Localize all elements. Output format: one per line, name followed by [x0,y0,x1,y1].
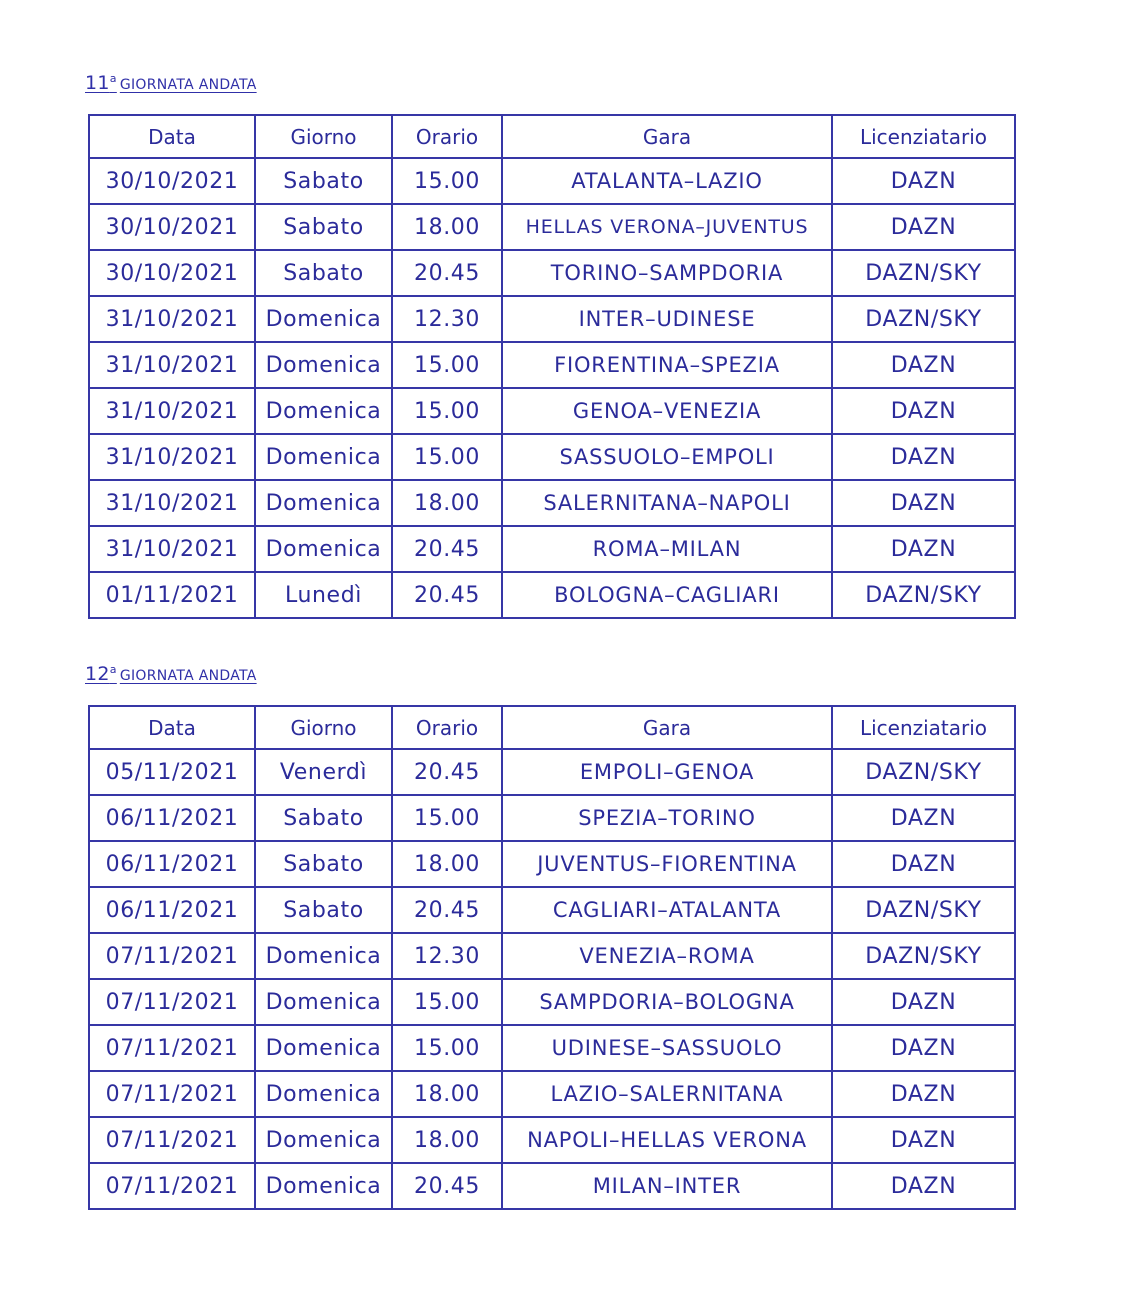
cell-time: 15.00 [392,979,502,1025]
cell-date: 30/10/2021 [89,204,255,250]
cell-date: 07/11/2021 [89,933,255,979]
cell-time: 15.00 [392,795,502,841]
table-row [89,158,1015,204]
cell-match: EMPOLI–GENOA [502,749,832,795]
cell-match: SAMPDORIA–BOLOGNA [502,979,832,1025]
cell-day: Domenica [255,1025,392,1071]
cell-date: 31/10/2021 [89,342,255,388]
cell-time: 20.45 [392,250,502,296]
cell-broadcaster: DAZN [832,979,1015,1025]
table-row [89,342,1015,388]
header-date: Data [89,706,255,749]
section-title-text: GIORNATA ANDATA [119,668,257,684]
cell-match: HELLAS VERONA–JUVENTUS [502,204,832,250]
cell-time: 15.00 [392,1025,502,1071]
cell-date: 07/11/2021 [89,979,255,1025]
cell-time: 20.45 [392,887,502,933]
cell-broadcaster: DAZN/SKY [832,572,1015,618]
table-row [89,296,1015,342]
ordinal-indicator: a [109,663,117,677]
cell-day: Domenica [255,933,392,979]
cell-match: GENOA–VENEZIA [502,388,832,434]
header-match: Gara [502,706,832,749]
cell-broadcaster: DAZN [832,434,1015,480]
table-row [89,1025,1015,1071]
cell-day: Sabato [255,795,392,841]
table-header-row [89,706,1015,749]
cell-day: Domenica [255,480,392,526]
cell-time: 20.45 [392,1163,502,1209]
cell-time: 18.00 [392,841,502,887]
cell-broadcaster: DAZN [832,795,1015,841]
cell-broadcaster: DAZN [832,1117,1015,1163]
cell-broadcaster: DAZN [832,1071,1015,1117]
cell-match: MILAN–INTER [502,1163,832,1209]
cell-match: TORINO–SAMPDORIA [502,250,832,296]
cell-time: 15.00 [392,342,502,388]
cell-match: JUVENTUS–FIORENTINA [502,841,832,887]
header-broadcaster: Licenziatario [832,115,1015,158]
schedule-table-11 [88,114,1016,619]
cell-day: Lunedì [255,572,392,618]
cell-day: Domenica [255,296,392,342]
header-time: Orario [392,115,502,158]
cell-date: 06/11/2021 [89,887,255,933]
table-row [89,250,1015,296]
cell-date: 05/11/2021 [89,749,255,795]
cell-broadcaster: DAZN/SKY [832,887,1015,933]
cell-date: 31/10/2021 [89,526,255,572]
cell-date: 01/11/2021 [89,572,255,618]
cell-date: 07/11/2021 [89,1163,255,1209]
header-day: Giorno [255,115,392,158]
schedule-table-12 [88,705,1016,1210]
table-row [89,1117,1015,1163]
table-row [89,480,1015,526]
table-row [89,572,1015,618]
cell-broadcaster: DAZN/SKY [832,296,1015,342]
section-number: 11 [85,72,110,94]
cell-broadcaster: DAZN [832,342,1015,388]
table-row [89,1163,1015,1209]
cell-broadcaster: DAZN [832,204,1015,250]
header-match: Gara [502,115,832,158]
cell-date: 06/11/2021 [89,795,255,841]
cell-date: 07/11/2021 [89,1071,255,1117]
table-row [89,1071,1015,1117]
cell-match: SASSUOLO–EMPOLI [502,434,832,480]
header-time: Orario [392,706,502,749]
ordinal-indicator: a [109,72,117,86]
cell-date: 31/10/2021 [89,434,255,480]
cell-time: 18.00 [392,1117,502,1163]
table-row [89,795,1015,841]
cell-day: Domenica [255,526,392,572]
table-row [89,434,1015,480]
section-number: 12 [85,663,110,685]
cell-date: 07/11/2021 [89,1025,255,1071]
cell-match: INTER–UDINESE [502,296,832,342]
table-row [89,887,1015,933]
table-row [89,204,1015,250]
cell-match: BOLOGNA–CAGLIARI [502,572,832,618]
cell-day: Domenica [255,979,392,1025]
cell-match: ROMA–MILAN [502,526,832,572]
cell-broadcaster: DAZN [832,480,1015,526]
cell-broadcaster: DAZN/SKY [832,933,1015,979]
cell-day: Domenica [255,388,392,434]
cell-day: Domenica [255,342,392,388]
cell-day: Sabato [255,158,392,204]
cell-time: 20.45 [392,572,502,618]
cell-match: CAGLIARI–ATALANTA [502,887,832,933]
cell-time: 15.00 [392,388,502,434]
table-row [89,526,1015,572]
cell-broadcaster: DAZN [832,1025,1015,1071]
cell-date: 31/10/2021 [89,388,255,434]
cell-time: 12.30 [392,296,502,342]
cell-time: 20.45 [392,526,502,572]
cell-time: 15.00 [392,158,502,204]
cell-match: VENEZIA–ROMA [502,933,832,979]
cell-date: 06/11/2021 [89,841,255,887]
cell-match: NAPOLI–HELLAS VERONA [502,1117,832,1163]
table-row [89,933,1015,979]
table-row [89,388,1015,434]
cell-match: ATALANTA–LAZIO [502,158,832,204]
cell-match: FIORENTINA–SPEZIA [502,342,832,388]
cell-date: 31/10/2021 [89,296,255,342]
cell-match: SALERNITANA–NAPOLI [502,480,832,526]
cell-date: 31/10/2021 [89,480,255,526]
cell-broadcaster: DAZN [832,526,1015,572]
table-header-row [89,115,1015,158]
cell-day: Domenica [255,1071,392,1117]
section-title-12 [85,663,257,685]
header-broadcaster: Licenziatario [832,706,1015,749]
table-row [89,979,1015,1025]
cell-day: Domenica [255,434,392,480]
cell-day: Sabato [255,841,392,887]
cell-time: 15.00 [392,434,502,480]
cell-time: 18.00 [392,204,502,250]
table-row [89,841,1015,887]
cell-time: 20.45 [392,749,502,795]
cell-match: UDINESE–SASSUOLO [502,1025,832,1071]
cell-time: 18.00 [392,1071,502,1117]
cell-date: 07/11/2021 [89,1117,255,1163]
cell-time: 18.00 [392,480,502,526]
cell-broadcaster: DAZN [832,841,1015,887]
cell-day: Sabato [255,250,392,296]
cell-day: Sabato [255,887,392,933]
section-title-11 [85,72,257,94]
cell-time: 12.30 [392,933,502,979]
cell-broadcaster: DAZN [832,158,1015,204]
table-row [89,749,1015,795]
cell-day: Domenica [255,1117,392,1163]
section-title-text: GIORNATA ANDATA [119,77,257,93]
cell-broadcaster: DAZN [832,1163,1015,1209]
cell-broadcaster: DAZN [832,388,1015,434]
cell-date: 30/10/2021 [89,250,255,296]
cell-day: Domenica [255,1163,392,1209]
cell-date: 30/10/2021 [89,158,255,204]
cell-day: Sabato [255,204,392,250]
cell-broadcaster: DAZN/SKY [832,749,1015,795]
cell-match: SPEZIA–TORINO [502,795,832,841]
cell-broadcaster: DAZN/SKY [832,250,1015,296]
cell-match: LAZIO–SALERNITANA [502,1071,832,1117]
cell-day: Venerdì [255,749,392,795]
header-date: Data [89,115,255,158]
header-day: Giorno [255,706,392,749]
